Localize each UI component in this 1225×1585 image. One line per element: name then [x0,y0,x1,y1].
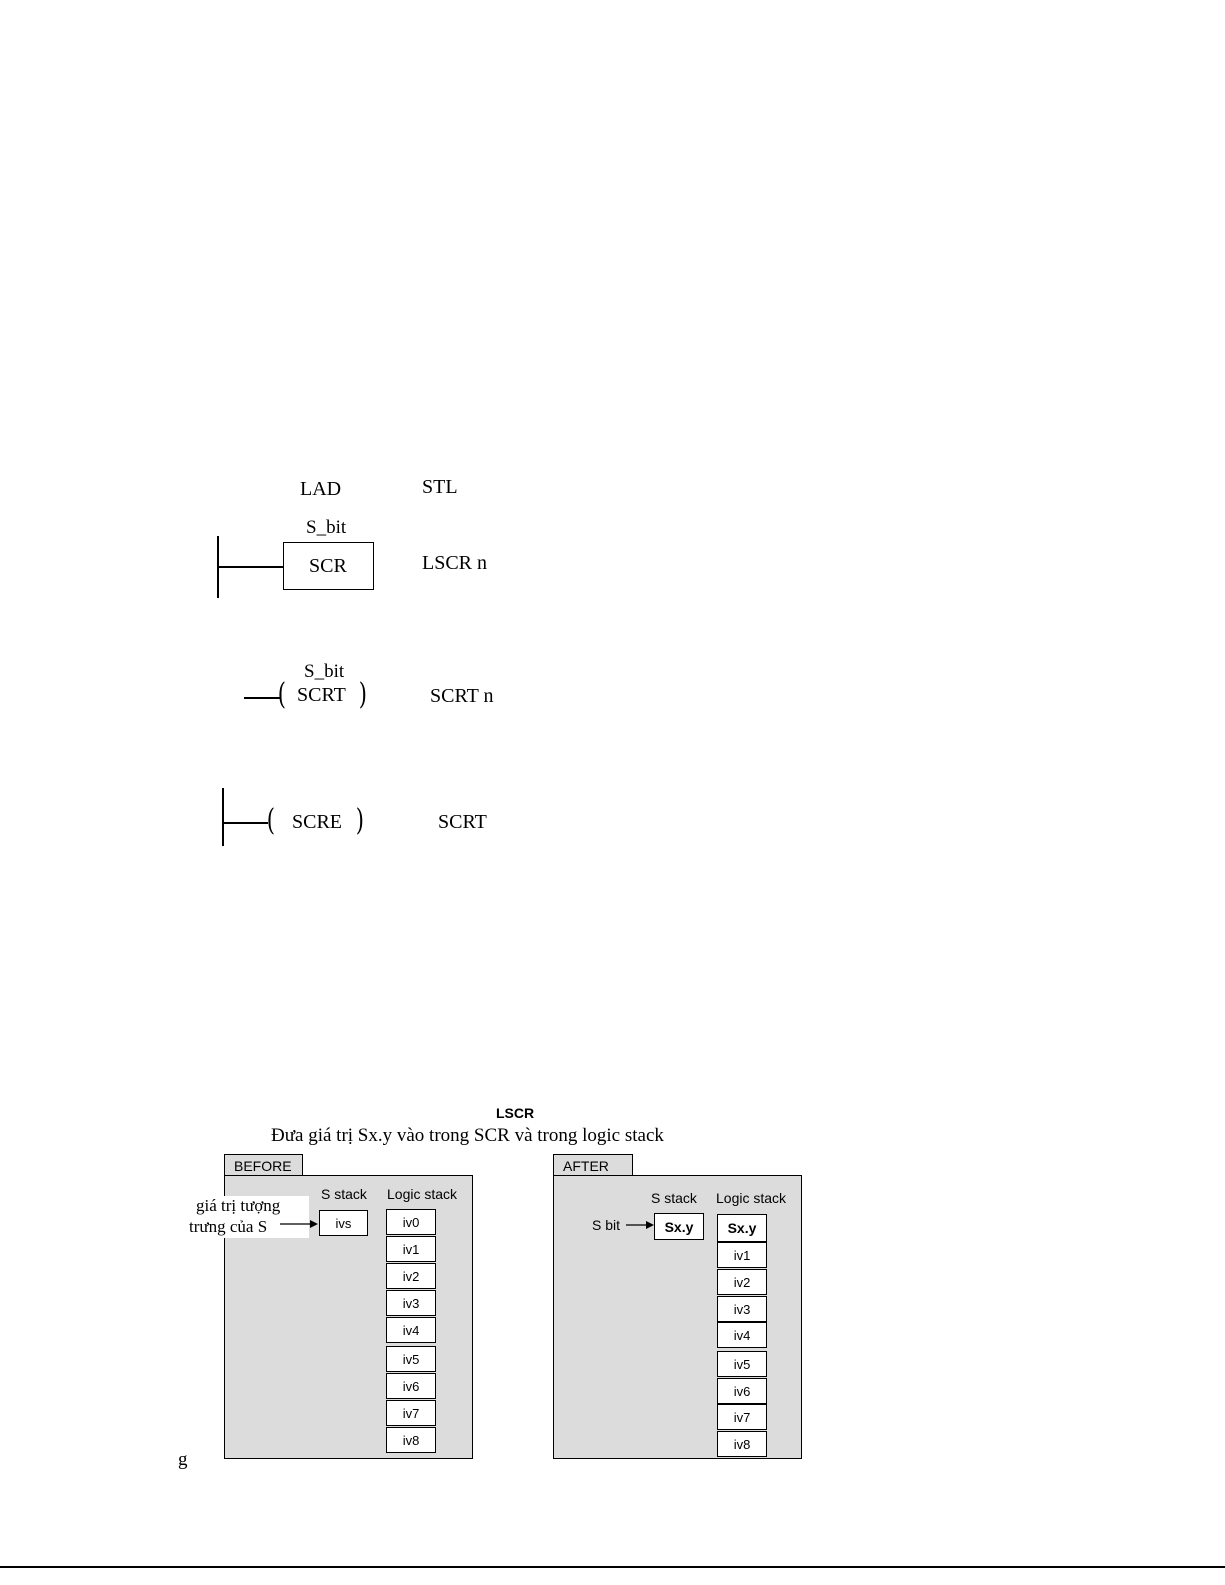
figure-subtitle: Đưa giá trị Sx.y vào trong SCR và trong logic stack [271,1125,664,1146]
logic-stack-cell: iv2 [386,1263,436,1289]
stl-scre: SCRT [438,811,487,833]
logic-stack-cell: iv0 [386,1209,436,1235]
after-arrow-icon [626,1218,656,1232]
logic-stack-cell: iv3 [717,1296,767,1322]
logic-stack-cell: iv1 [386,1236,436,1262]
header-stl: STL [422,476,458,498]
logic-stack-cell: iv6 [717,1378,767,1404]
logic-stack-cell: iv4 [717,1322,767,1348]
scrt-operand: S_bit [304,661,345,682]
logic-stack-cell: iv5 [386,1346,436,1372]
scrt-label: SCRT [297,684,346,706]
stl-lscr: LSCR n [422,552,488,574]
page-bottom-rule [0,1566,1225,1568]
after-logic-stack-label: Logic stack [716,1190,787,1206]
scr-box [283,542,374,590]
scr-operand: S_bit [306,517,347,538]
after-tab: AFTER [553,1154,633,1177]
header-lad: LAD [300,478,342,500]
logic-stack-cell: iv2 [717,1269,767,1295]
after-annotation: S bit [592,1217,621,1233]
logic-stack-cell: iv6 [386,1373,436,1399]
after-s-stack-cell: Sx.y [654,1213,704,1240]
scrt-paren-right: ) [358,677,367,712]
before-s-stack-cell: ivs [319,1210,368,1236]
logic-stack-cell: iv3 [386,1290,436,1316]
logic-stack-cell: iv8 [386,1427,436,1453]
before-arrow-icon [280,1217,320,1231]
stl-scrt: SCRT n [430,685,494,707]
scre-wire [222,822,268,824]
before-logic-stack-label: Logic stack [387,1186,458,1202]
logic-stack-cell: iv5 [717,1351,767,1377]
scre-rail [222,788,224,846]
logic-stack-cell: Sx.y [717,1214,767,1242]
after-s-stack-label: S stack [651,1190,697,1206]
before-annotation-line2: trưng của S [189,1217,268,1236]
scre-paren-left: ( [266,803,275,838]
scre-paren-right: ) [355,803,364,838]
logic-stack-cell: iv7 [386,1400,436,1426]
figure-title: LSCR [496,1105,535,1121]
before-s-stack-label: S stack [321,1186,367,1202]
after-panel [553,1175,802,1459]
rung-wire [217,566,284,568]
logic-stack-cell: iv4 [386,1317,436,1343]
logic-stack-cell: iv8 [717,1431,767,1457]
caption-fragment: g [178,1449,188,1470]
logic-stack-cell: iv1 [717,1242,767,1268]
scr-label: SCR [309,555,347,577]
before-annotation-line1: giá trị tượng [196,1196,281,1215]
scre-label: SCRE [292,811,343,833]
scrt-paren-left: ( [277,677,286,712]
before-tab: BEFORE [224,1154,303,1177]
logic-stack-cell: iv7 [717,1404,767,1430]
scrt-wire [244,697,280,699]
